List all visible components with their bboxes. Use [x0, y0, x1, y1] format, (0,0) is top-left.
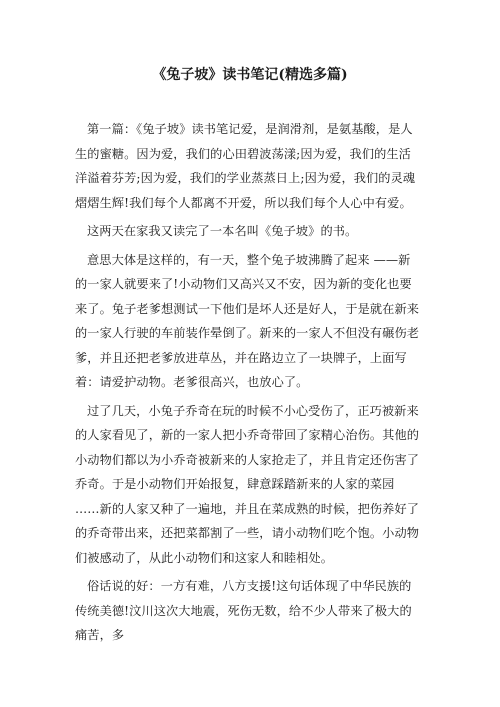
paragraph-3: 意思大体是这样的，有一天，整个兔子坡沸腾了起来 ——新的一家人就要来了!小动物们又高兴又不安，因为新的变化也要来了。兔子老爹想测试一下他们是坏人还是好人，于是就在新来的一家人行驶的车前装作晕倒了。新来的一家人不但没有碾伤老爹，并且还把老爹放进草丛，并在路边立了一块牌子，上面写着：请爱护动物。老爹很高兴，也放心了。 [75, 252, 420, 389]
paragraph-1: 第一篇：《兔子坡》读书笔记爱，是润滑剂，是氨基酸，是人生的蜜糖。因为爱，我们的心田碧波荡漾;因为爱，我们的生活洋溢着芬芳;因为爱，我们的学业蒸蒸日上;因为爱，我们的灵魂熠熠生辉!我们每个人都离不开爱，所以我们每个人心中有爱。 [75, 122, 416, 210]
paragraph-2: 这两天在家我又读完了一本名叫《兔子坡》的书。 [87, 224, 358, 238]
paragraph-4: 过了几天，小兔子乔奇在玩的时候不小心受伤了，正巧被新来的人家看见了，新的一家人把小乔奇带回了家精心治伤。其他的小动物们都以为小乔奇被新来的人家抢走了，并且肯定还伤害了乔奇。于是小动物们开始报复，肆意踩踏新来的人家的菜园 ……新的人家又种了一遍地，并且在菜成熟的时候，把伤养好了的乔奇带出来，还把菜都割了一些，请小动物们吃个饱。小动物们被感动了，从此小动物们和这家人和睦相处。 [75, 403, 420, 565]
paragraph-5: 俗话说的好：一方有难，八方支援!这句话体现了中华民族的传统美德!汶川这次大地震，死伤无数，给不少人带来了极大的痛苦，多 [75, 579, 412, 642]
document-title: 《兔子坡》读书笔记(精选多篇) [152, 67, 348, 83]
document-body [75, 117, 420, 652]
